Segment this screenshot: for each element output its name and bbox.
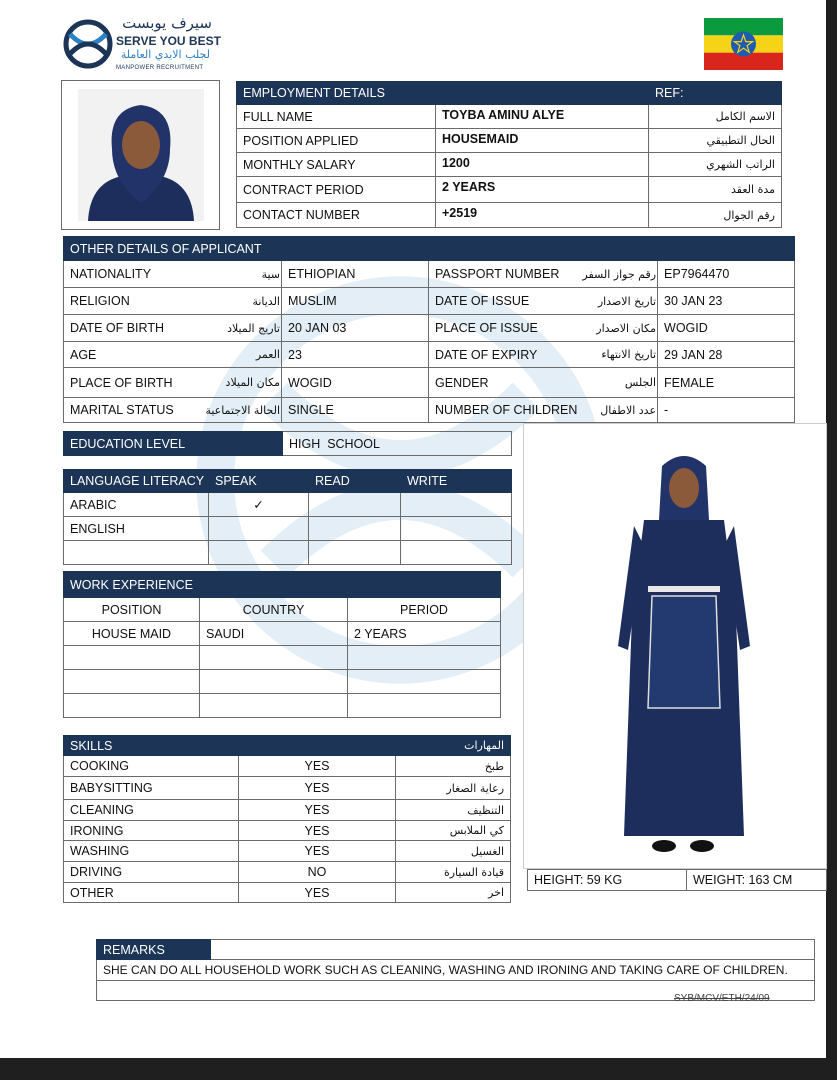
detail-value: WOGID xyxy=(282,368,429,398)
ethiopia-flag xyxy=(704,18,783,70)
detail-label-ar: مكان الاصدار xyxy=(589,315,658,342)
employment-label: MONTHLY SALARY xyxy=(237,153,436,177)
work-cell xyxy=(64,646,200,670)
table-row xyxy=(64,517,512,541)
table-row xyxy=(64,315,795,342)
detail-label: PLACE OF ISSUE xyxy=(429,315,589,342)
detail-label: NUMBER OF CHILDREN xyxy=(429,398,589,423)
employment-label: CONTRACT PERIOD xyxy=(237,177,436,203)
work-cell xyxy=(64,694,200,718)
detail-value: MUSLIM xyxy=(282,288,429,315)
table-row xyxy=(64,694,501,718)
detail-value: 20 JAN 03 xyxy=(282,315,429,342)
skill-name-ar: اخر xyxy=(396,883,511,903)
employment-details-table xyxy=(236,81,782,228)
language-check: ✓ xyxy=(209,493,309,517)
employment-label: POSITION APPLIED xyxy=(237,129,436,153)
table-row xyxy=(64,261,795,288)
employment-label-ar: الراتب الشهري xyxy=(649,153,782,177)
language-header-cell: WRITE xyxy=(401,470,512,493)
applicant-portrait xyxy=(61,80,220,230)
employment-label-ar: رقم الجوال xyxy=(649,203,782,228)
detail-label-ar: الجلس xyxy=(589,368,658,398)
employment-label-ar: مدة العقد xyxy=(649,177,782,203)
language-check xyxy=(209,517,309,541)
work-experience-table xyxy=(63,571,501,718)
language-table xyxy=(63,469,512,565)
weight-value: WEIGHT: 163 CM xyxy=(687,870,827,891)
language-header-cell: SPEAK xyxy=(209,470,309,493)
language-check xyxy=(309,541,401,565)
language-name: ENGLISH xyxy=(64,517,209,541)
height-value: HEIGHT: 59 KG xyxy=(528,870,687,891)
table-row xyxy=(64,342,795,368)
detail-label-ar: تاريج الميلاد xyxy=(217,315,282,342)
language-name: ARABIC xyxy=(64,493,209,517)
detail-value: 30 JAN 23 xyxy=(658,288,795,315)
table-row xyxy=(64,398,795,423)
work-header: WORK EXPERIENCE xyxy=(64,572,348,598)
work-cell xyxy=(348,694,501,718)
remarks-table xyxy=(96,939,815,1001)
detail-label: DATE OF BIRTH xyxy=(64,315,217,342)
footer-code: SYB/MCV/ETH/24/09 xyxy=(674,993,770,1004)
language-header-cell: LANGUAGE LITERACY xyxy=(64,470,209,493)
measurements-table xyxy=(527,869,827,891)
language-header-row xyxy=(64,470,512,493)
skill-name-ar: طبخ xyxy=(396,756,511,777)
table-row xyxy=(64,883,511,903)
table-row xyxy=(64,841,511,862)
detail-label: MARITAL STATUS xyxy=(64,398,217,423)
other-details-header-blank xyxy=(429,237,795,261)
language-header-cell: READ xyxy=(309,470,401,493)
language-check xyxy=(401,541,512,565)
detail-value: EP7964470 xyxy=(658,261,795,288)
work-cell: SAUDI xyxy=(200,622,348,646)
detail-value: WOGID xyxy=(658,315,795,342)
work-column-header: PERIOD xyxy=(348,598,501,622)
table-row xyxy=(64,756,511,777)
detail-label: RELIGION xyxy=(64,288,217,315)
language-check xyxy=(401,517,512,541)
detail-label: DATE OF EXPIRY xyxy=(429,342,589,368)
other-details-table xyxy=(63,236,795,423)
table-row xyxy=(64,541,512,565)
table-row xyxy=(64,800,511,821)
work-columns-row xyxy=(64,598,501,622)
employment-label-ar: الاسم الكامل xyxy=(649,105,782,129)
skill-value: YES xyxy=(239,777,396,800)
skills-header: SKILLS xyxy=(64,736,396,756)
table-row xyxy=(237,203,782,228)
work-cell xyxy=(200,670,348,694)
remarks-header: REMARKS xyxy=(97,940,211,960)
employment-value: TOYBA AMINU ALYE xyxy=(436,105,649,129)
table-row xyxy=(64,777,511,800)
work-header-blank xyxy=(348,572,501,598)
language-check xyxy=(401,493,512,517)
skill-name: CLEANING xyxy=(64,800,239,821)
detail-label-ar: تاريخ الانتهاء xyxy=(589,342,658,368)
work-cell: 2 YEARS xyxy=(348,622,501,646)
skill-name-ar: التنظيف xyxy=(396,800,511,821)
skill-name: COOKING xyxy=(64,756,239,777)
table-row xyxy=(64,646,501,670)
detail-label: NATIONALITY xyxy=(64,261,217,288)
detail-label-ar: عدد الاطفال xyxy=(589,398,658,423)
detail-value: ETHIOPIAN xyxy=(282,261,429,288)
table-row xyxy=(64,670,501,694)
education-label: EDUCATION LEVEL xyxy=(64,432,283,456)
skill-name-ar: رعاية الصغار xyxy=(396,777,511,800)
work-column-header: COUNTRY xyxy=(200,598,348,622)
detail-label-ar: سية xyxy=(217,261,282,288)
education-table xyxy=(63,431,512,456)
employment-value: +2519 xyxy=(436,203,649,228)
full-body-photo-icon xyxy=(614,446,754,868)
table-row xyxy=(237,177,782,203)
work-cell: HOUSE MAID xyxy=(64,622,200,646)
detail-label: PASSPORT NUMBER xyxy=(429,261,589,288)
detail-value: SINGLE xyxy=(282,398,429,423)
skill-name: OTHER xyxy=(64,883,239,903)
skill-name-ar: قيادة السيارة xyxy=(396,862,511,883)
employment-value: 1200 xyxy=(436,153,649,177)
detail-label: DATE OF ISSUE xyxy=(429,288,589,315)
table-row xyxy=(64,622,501,646)
education-value: HIGH SCHOOL xyxy=(283,432,512,456)
skill-name: BABYSITTING xyxy=(64,777,239,800)
work-cell xyxy=(64,670,200,694)
table-row xyxy=(237,129,782,153)
detail-value: - xyxy=(658,398,795,423)
skill-value: NO xyxy=(239,862,396,883)
employment-label: FULL NAME xyxy=(237,105,436,129)
logo-tagline: MANPOWER RECRUITMENT xyxy=(116,65,204,71)
portrait-photo-icon xyxy=(78,89,204,221)
employment-value: 2 YEARS xyxy=(436,177,649,203)
remarks-header-blank xyxy=(211,940,815,960)
detail-value: 29 JAN 28 xyxy=(658,342,795,368)
logo-arabic-tagline: لجلب الايدي العاملة xyxy=(120,48,210,61)
work-cell xyxy=(200,646,348,670)
detail-label-ar: رقم جواز السفر xyxy=(589,261,658,288)
ref-label: REF: xyxy=(649,82,782,105)
table-row xyxy=(64,862,511,883)
skill-name: WASHING xyxy=(64,841,239,862)
skills-table xyxy=(63,735,511,903)
table-row xyxy=(64,368,795,398)
detail-label-ar: مكان الميلاد xyxy=(217,368,282,398)
detail-value: FEMALE xyxy=(658,368,795,398)
skill-name: IRONING xyxy=(64,821,239,841)
detail-label-ar: الحالة الاجتماعية xyxy=(217,398,282,423)
employment-label-ar: الحال التطبيقي xyxy=(649,129,782,153)
detail-label-ar: العمر xyxy=(217,342,282,368)
language-check xyxy=(209,541,309,565)
company-logo xyxy=(62,14,242,76)
table-row xyxy=(237,153,782,177)
detail-label: GENDER xyxy=(429,368,589,398)
detail-label-ar: الديانة xyxy=(217,288,282,315)
skills-header-ar: المهارات xyxy=(396,736,511,756)
logo-mark-icon xyxy=(62,16,114,72)
employment-label: CONTACT NUMBER xyxy=(237,203,436,228)
skill-value: YES xyxy=(239,756,396,777)
table-row xyxy=(64,821,511,841)
work-cell xyxy=(348,670,501,694)
logo-arabic-name: سيرف يوبست xyxy=(122,14,212,32)
language-name xyxy=(64,541,209,565)
detail-value: 23 xyxy=(282,342,429,368)
employment-value: HOUSEMAID xyxy=(436,129,649,153)
skill-name-ar: الغسيل xyxy=(396,841,511,862)
table-row xyxy=(64,493,512,517)
logo-name: SERVE YOU BEST xyxy=(116,34,221,48)
applicant-full-photo xyxy=(523,423,827,869)
other-details-header: OTHER DETAILS OF APPLICANT xyxy=(64,237,429,261)
skill-value: YES xyxy=(239,821,396,841)
skill-value: YES xyxy=(239,841,396,862)
table-row xyxy=(64,288,795,315)
table-row xyxy=(237,105,782,129)
work-cell xyxy=(200,694,348,718)
employment-header: EMPLOYMENT DETAILS xyxy=(237,82,649,105)
detail-label: PLACE OF BIRTH xyxy=(64,368,217,398)
skill-value: YES xyxy=(239,800,396,821)
detail-label: AGE xyxy=(64,342,217,368)
language-check xyxy=(309,493,401,517)
language-check xyxy=(309,517,401,541)
skill-name: DRIVING xyxy=(64,862,239,883)
detail-label-ar: تاريخ الاصدار xyxy=(589,288,658,315)
skill-name-ar: كي الملابس xyxy=(396,821,511,841)
skill-value: YES xyxy=(239,883,396,903)
remarks-text: SHE CAN DO ALL HOUSEHOLD WORK SUCH AS CLEANING, WASHING AND IRONING AND TAKING CARE OF CHILDREN. xyxy=(97,960,815,981)
work-column-header: POSITION xyxy=(64,598,200,622)
work-cell xyxy=(348,646,501,670)
